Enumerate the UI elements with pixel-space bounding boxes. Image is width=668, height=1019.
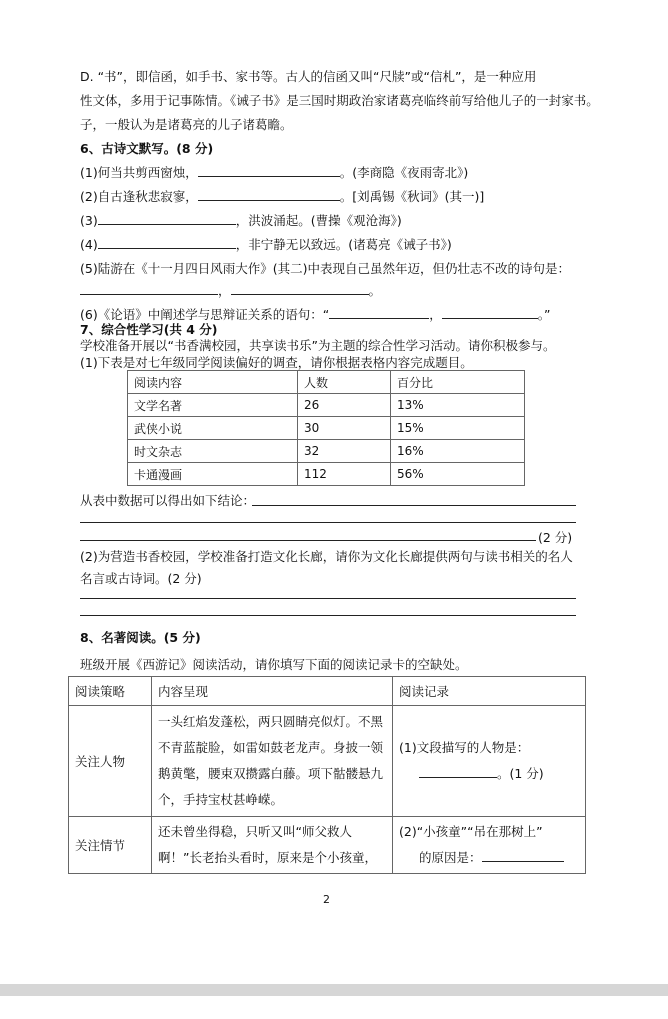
record-line: (2)“小孩童”“吊在那树上”	[399, 824, 543, 839]
table-cell-content	[152, 817, 393, 874]
content-line: 还未曾坐得稳，只听又叫“师父救人	[158, 824, 352, 839]
blank-q6-1[interactable]	[198, 164, 340, 177]
item-d-line-2: 性文体，多用于记事陈情。《诫子书》是三国时期政治家诸葛亮临终前写给他儿子的一封家书。	[80, 93, 599, 108]
table-header-cell: 百分比	[391, 371, 525, 394]
table-row	[128, 394, 525, 417]
table-row	[69, 817, 586, 874]
q7-sub1: (1)下表是对七年级同学阅读偏好的调查，请你根据表格内容完成题目。	[80, 355, 473, 370]
page-number: 2	[323, 893, 330, 906]
q6-l5-comma: ，	[218, 283, 231, 298]
q7-intro: 学校准备开展以“书香满校园，共享读书乐”为主题的综合性学习活动。请你积极参与。	[80, 338, 556, 353]
table-cell-content	[152, 706, 393, 817]
survey-table	[127, 370, 525, 486]
q6-line-2	[80, 187, 484, 205]
record-suffix: 。(1 分)	[497, 766, 544, 781]
blank-q6-6b[interactable]	[442, 306, 538, 319]
q6-line-3	[80, 211, 402, 229]
content-line: 一头红焰发蓬松，两只圆睛亮似灯。不黑	[158, 714, 384, 729]
blank-q8-2[interactable]	[482, 849, 564, 862]
record-line	[399, 845, 579, 871]
table-header-cell: 人数	[298, 371, 391, 394]
q6-title: 6、古诗文默写。(8 分)	[80, 141, 214, 156]
q7-points-1: (2 分)	[538, 530, 573, 545]
blank-q6-3[interactable]	[98, 212, 236, 225]
table-cell: 文学名著	[128, 394, 298, 417]
table-cell-record	[393, 706, 586, 817]
table-header-row	[128, 371, 525, 394]
table-cell-record	[393, 817, 586, 874]
q6-l2-suffix: 。[刘禹锡《秋词》(其一)]	[339, 189, 485, 204]
q6-l5-period: 。	[368, 283, 382, 298]
record-line: (1)文段描写的人物是：	[399, 740, 530, 755]
q6-line-5: (5)陆游在《十一月四日风雨大作》(其二)中表现自己虽然年迈，但仍壮志不改的诗句是：	[80, 261, 570, 276]
table-header-row	[69, 677, 586, 706]
q6-l6-comma: ，	[429, 307, 442, 322]
q6-l4-suffix: ，非宁静无以致远。(诸葛亮《诫子书》)	[235, 237, 452, 252]
content-line: 个，手持宝杖甚峥嵘。	[158, 792, 284, 807]
table-row	[69, 706, 586, 817]
blank-q6-5a[interactable]	[80, 282, 218, 295]
q6-l4-prefix: (4)	[80, 237, 98, 252]
blank-q6-6a[interactable]	[329, 306, 429, 319]
answer-line[interactable]	[80, 540, 536, 541]
q6-l1-prefix: (1)何当共剪西窗烛，	[80, 165, 198, 180]
table-header-cell: 阅读策略	[69, 677, 152, 706]
q8-intro: 班级开展《西游记》阅读活动，请你填写下面的阅读记录卡的空缺处。	[80, 657, 468, 672]
table-cell: 56%	[391, 463, 525, 486]
item-d-line-1: D. “书”，即信函，如手书、家书等。古人的信函又叫“尺牍”或“信札”，是一种应用	[80, 69, 537, 84]
item-d-line-3: 子，一般认为是诸葛亮的儿子诸葛瞻。	[80, 117, 293, 132]
answer-line[interactable]	[80, 598, 576, 599]
q8-title: 8、名著阅读。(5 分)	[80, 630, 201, 645]
q6-l1-suffix: 。(李商隐《夜雨寄北》)	[339, 165, 469, 180]
q6-line-4	[80, 235, 452, 253]
q6-l6-prefix: (6)《论语》中阐述学与思辩证关系的语句：“	[80, 307, 330, 322]
table-cell: 15%	[391, 417, 525, 440]
content-line: 啊！”长老抬头看时，原来是个小孩童，	[158, 850, 377, 865]
table-cell: 13%	[391, 394, 525, 417]
table-row	[128, 440, 525, 463]
blank-q6-4[interactable]	[98, 236, 236, 249]
q6-l3-suffix: ，洪波涌起。(曹操《观沧海》)	[235, 213, 402, 228]
table-cell: 武侠小说	[128, 417, 298, 440]
page-divider	[0, 984, 668, 996]
table-cell: 112	[298, 463, 391, 486]
q6-l3-prefix: (3)	[80, 213, 98, 228]
table-cell-strategy: 关注人物	[69, 706, 152, 817]
blank-q8-1[interactable]	[419, 765, 497, 778]
table-cell: 16%	[391, 440, 525, 463]
q6-l6-end: 。”	[537, 307, 551, 322]
table-cell-strategy: 关注情节	[69, 817, 152, 874]
record-line	[399, 761, 579, 787]
table-cell: 卡通漫画	[128, 463, 298, 486]
table-header-cell: 阅读记录	[393, 677, 586, 706]
q6-l2-prefix: (2)自古逢秋悲寂寥，	[80, 189, 198, 204]
q6-line-1	[80, 163, 468, 181]
answer-line[interactable]	[252, 505, 576, 506]
q7-conclusion-label: 从表中数据可以得出如下结论：	[80, 493, 256, 508]
reading-record-table	[68, 676, 586, 874]
table-row	[128, 417, 525, 440]
table-header-cell: 内容呈现	[152, 677, 393, 706]
table-cell: 30	[298, 417, 391, 440]
content-line: 不青蓝靛脸，如雷如鼓老龙声。身披一领	[158, 740, 384, 755]
q7-sub2-line-2: 名言或古诗词。(2 分)	[80, 571, 202, 586]
table-cell: 32	[298, 440, 391, 463]
table-row	[128, 463, 525, 486]
q6-line-5-answer	[80, 281, 381, 299]
q7-title: 7、综合性学习(共 4 分)	[80, 322, 218, 337]
answer-line[interactable]	[80, 615, 576, 616]
table-cell: 时文杂志	[128, 440, 298, 463]
q7-sub2-line-1: (2)为营造书香校园，学校准备打造文化长廊，请你为文化长廊提供两句与读书相关的名人	[80, 549, 573, 564]
blank-q6-5b[interactable]	[231, 282, 369, 295]
answer-line[interactable]	[80, 522, 576, 523]
record-prefix: 的原因是：	[419, 850, 482, 865]
table-header-cell: 阅读内容	[128, 371, 298, 394]
table-cell: 26	[298, 394, 391, 417]
content-line: 鹅黄氅，腰束双攒露白藤。项下骷髅悬九	[158, 766, 384, 781]
blank-q6-2[interactable]	[198, 188, 340, 201]
